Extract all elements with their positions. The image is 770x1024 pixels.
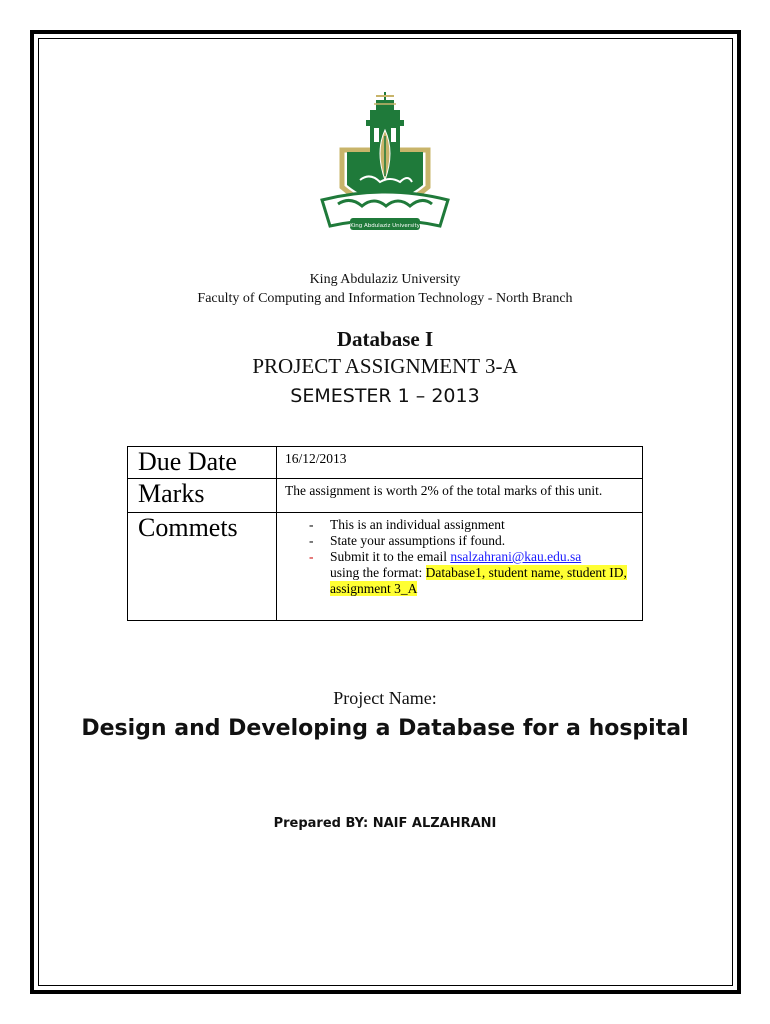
semester-title: SEMESTER 1 – 2013 — [290, 385, 480, 407]
kau-logo-icon — [320, 92, 450, 242]
prepared-by: Prepared BY: NAIF ALZAHRANI — [273, 816, 497, 831]
comment-format-prefix: using the format: — [330, 565, 426, 580]
due-date-label-text: Due Date — [138, 447, 237, 476]
marks-label — [128, 479, 277, 513]
list-item: - State your assumptions if found. — [309, 533, 506, 548]
faculty-name: Faculty of Computing and Information Technology - North Branch — [197, 291, 573, 306]
comments-value — [277, 513, 643, 621]
list-item: - This is an individual assignment — [309, 517, 505, 532]
list-item: - Submit it to the email nsalzahrani@kau.edu.sa using the format: Database1, student name, student ID, assignment 3_A — [309, 549, 627, 596]
comments-label — [128, 513, 277, 621]
comments-label-text: Commets — [138, 513, 238, 542]
marks-value: The assignment is worth 2% of the total marks of this unit. — [277, 479, 643, 513]
comment-individual: This is an individual assignment — [330, 517, 505, 532]
project-assignment-title: PROJECT ASSIGNMENT 3-A — [252, 354, 518, 378]
format-highlight: Database1, student name, student ID, assignment 3_A — [330, 565, 627, 596]
due-date-label — [128, 447, 277, 479]
university-name: King Abdulaziz University — [309, 272, 461, 287]
marks-label-text: Marks — [138, 479, 205, 508]
assignment-info-table — [127, 446, 643, 621]
comment-assumptions: State your assumptions if found. — [330, 533, 506, 548]
logo-ribbon-text: King Abdulaziz University — [350, 223, 420, 229]
project-name-title: Design and Developing a Database for a hospital — [81, 716, 689, 741]
project-name-label: Project Name: — [333, 688, 437, 708]
comment-submit-prefix: Submit it to the email — [330, 549, 451, 564]
comments-list — [285, 517, 634, 601]
due-date-value: 16/12/2013 — [277, 447, 643, 479]
email-link[interactable]: nsalzahrani@kau.edu.sa — [450, 549, 582, 564]
course-title: Database I — [336, 327, 434, 351]
